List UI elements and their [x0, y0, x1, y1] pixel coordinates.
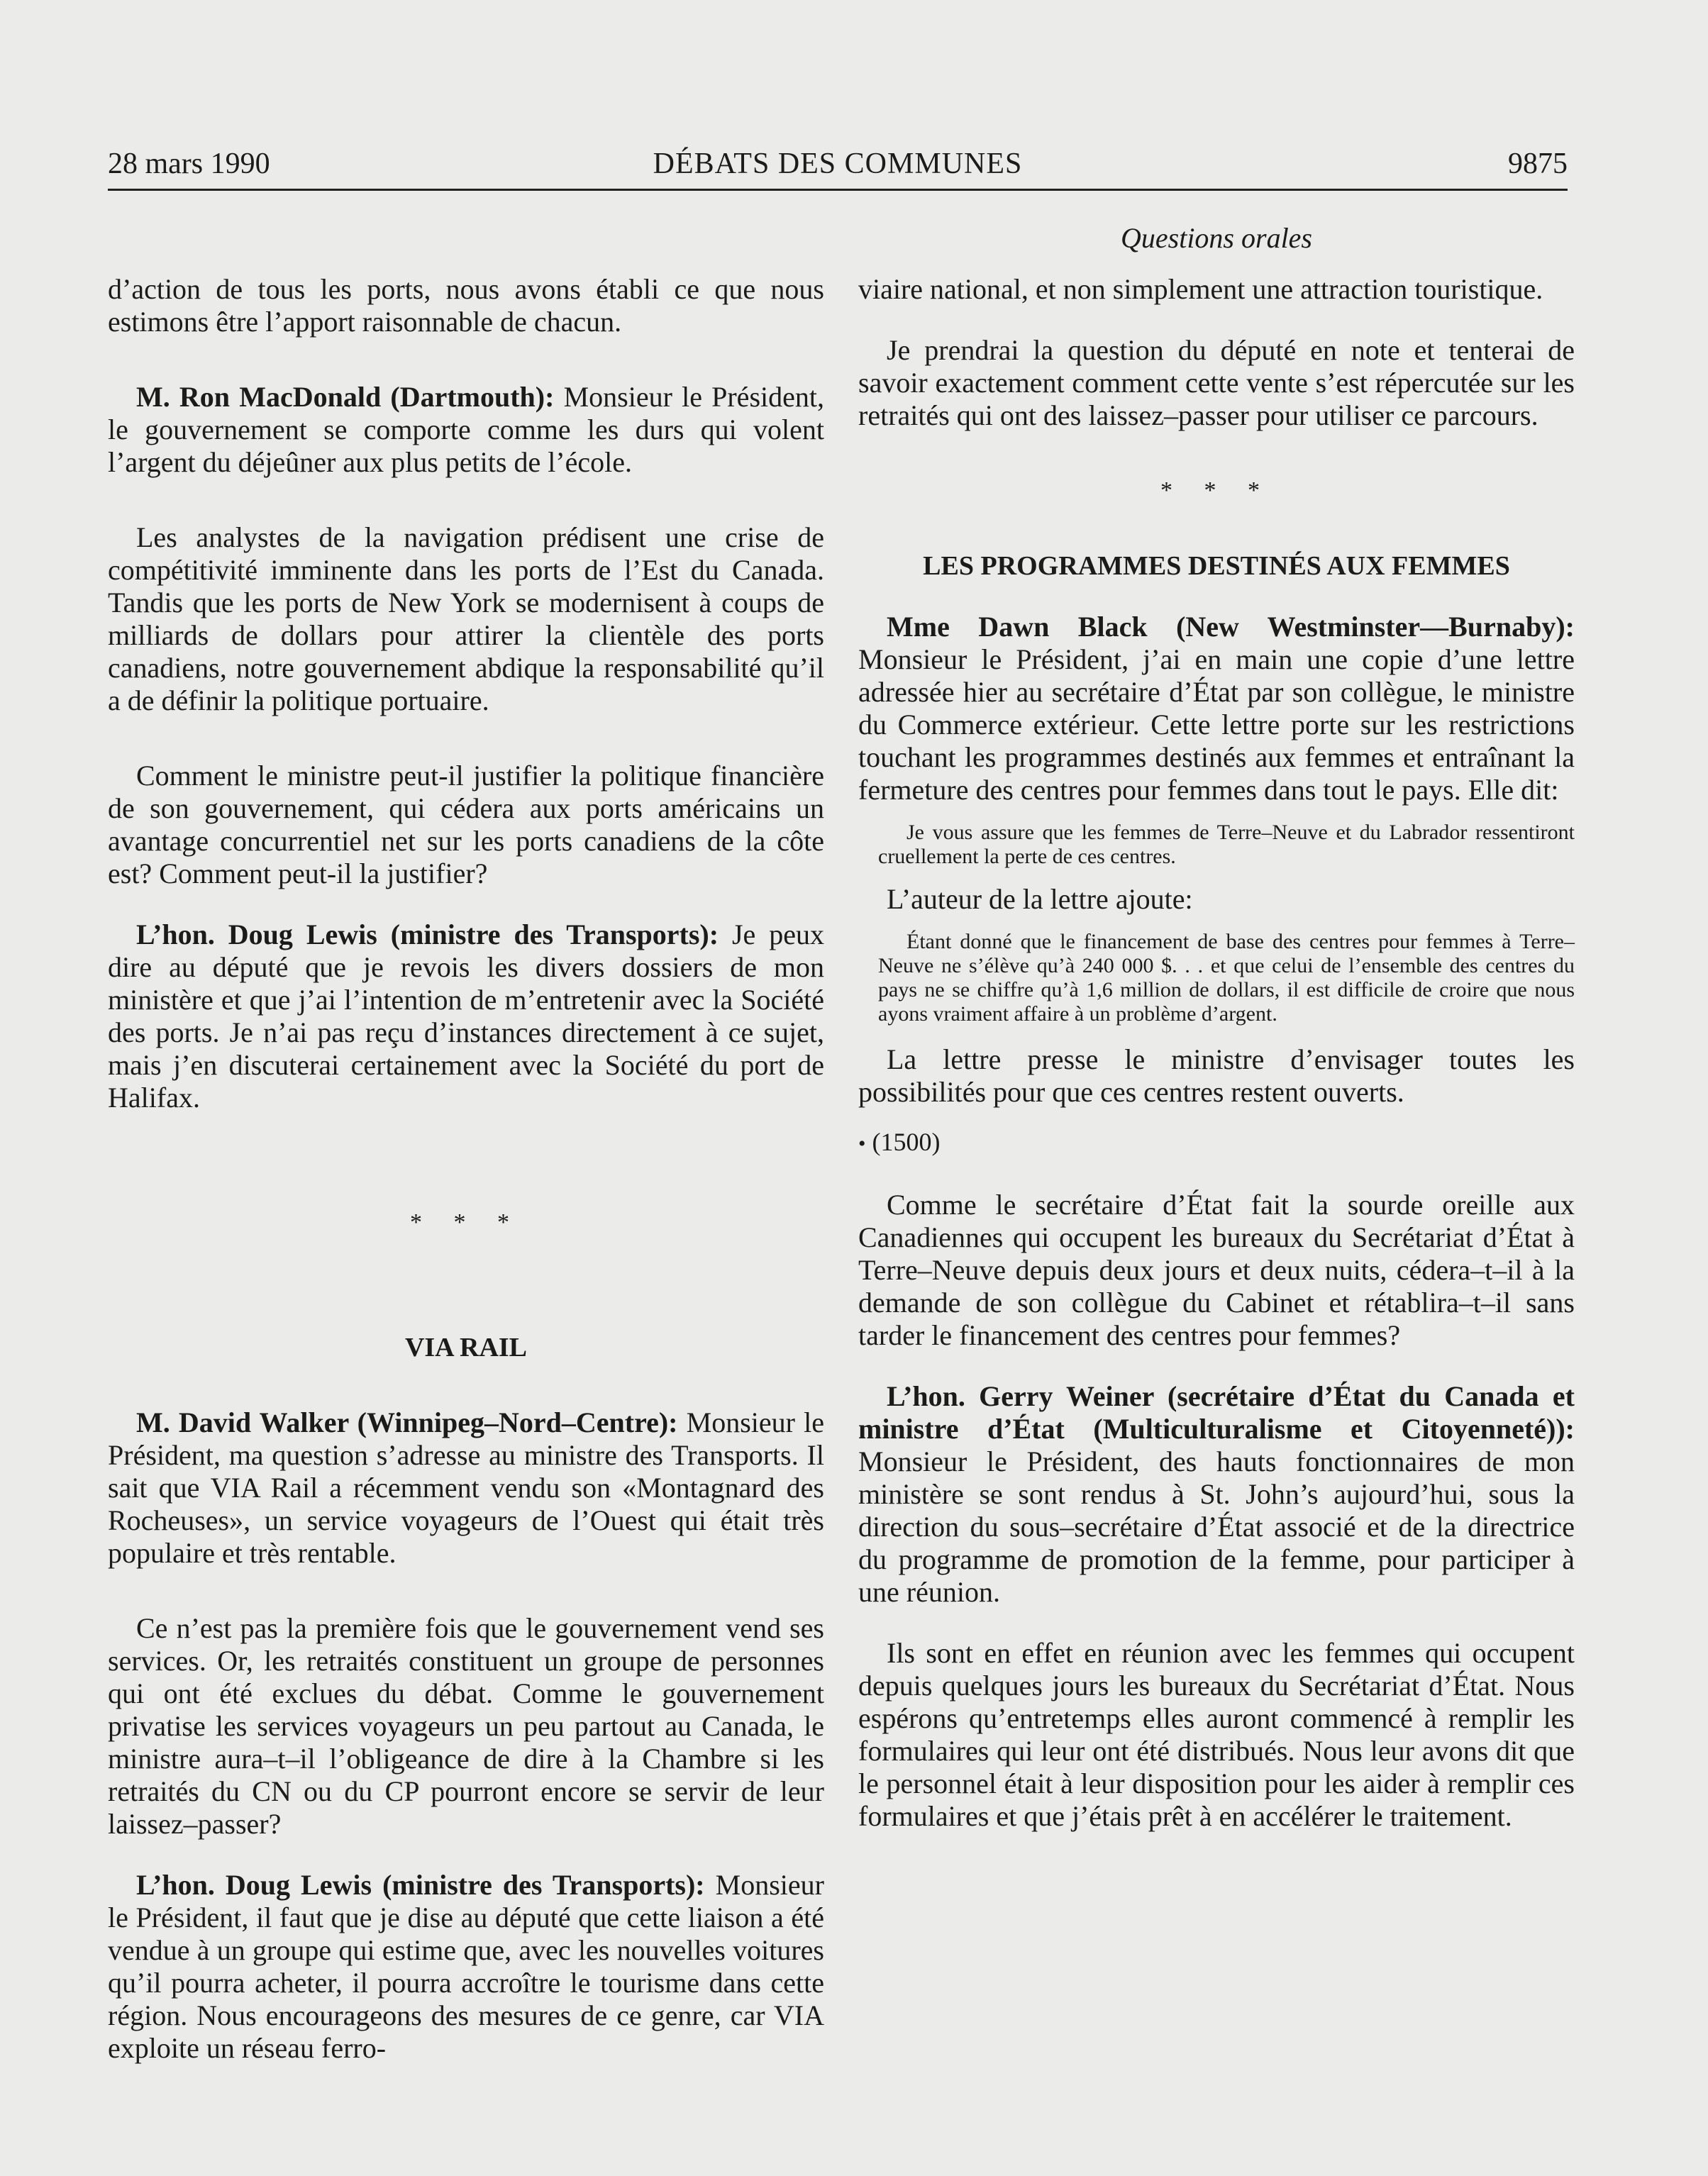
- section-label: Questions orales: [1121, 222, 1312, 254]
- bullet-icon: •: [858, 1132, 866, 1155]
- paragraph: d’action de tous les ports, nous avons établi ce que nous estimons être l’apport raisonnable de chacun.: [108, 273, 824, 338]
- paragraph: Ils sont en effet en réunion avec les femmes qui occupent depuis quelques jours les bureaux du Secrétariat d’État. Nous espérons qu’entretemps elles auront commencé à remplir les formulaires qui leur ont été distribués. Nous leur avons dit que le personnel était à leur disposition pour les aider à remplir ces formulaires et que j’étais prêt à en accélérer le traitement.: [858, 1637, 1575, 1832]
- section-heading: LES PROGRAMMES DESTINÉS AUX FEMMES: [923, 551, 1510, 581]
- section-separator: * * *: [1160, 477, 1272, 504]
- paragraph: viaire national, et non simplement une attraction touristique.: [858, 273, 1543, 305]
- left-column: [108, 273, 824, 2065]
- speaker-name: M. David Walker (Winnipeg–Nord–Centre):: [136, 1406, 678, 1438]
- speech-text: Monsieur le Président, il faut que je dise au député que cette liaison a été vendue à un groupe qui estime que, avec les nouvelles voitures qu’il pourra acheter, il pourra accroître le tourisme dans cette région. Nous encourageons des mesures de ce genre, car VIA exploite un réseau ferro-: [108, 1869, 824, 2064]
- block-quote: Étant donné que le financement de base des centres pour femmes à Terre–Neuve ne s’élève qu’à 240 000 $. . . et que celui de l’ensemble des centres du pays ne se chiffre qu’à 1,6 million de dollars, il est difficile de croire que nous ayons vraiment affaire à un problème d’argent.: [878, 930, 1575, 1026]
- header-date: 28 mars 1990: [108, 148, 270, 180]
- paragraph: Comme le secrétaire d’État fait la sourde oreille aux Canadiennes qui occupent les bureaux du Secrétariat d’État à Terre–Neuve depuis deux jours et deux nuits, cédera–t–il à la demande de son collègue du Cabinet et rétablira–t–il sans tarder le financement des centres pour femmes?: [858, 1189, 1575, 1351]
- speaker-name: L’hon. Doug Lewis (ministre des Transports):: [136, 1869, 705, 1901]
- paragraph: Je prendrai la question du député en note et tenterai de savoir exactement comment cette vente s’est répercutée sur les retraités qui ont des laissez–passer pour utiliser ce parcours.: [858, 334, 1575, 431]
- right-column: [858, 273, 1575, 1833]
- speech-paragraph: [108, 381, 824, 479]
- paragraph: La lettre presse le ministre d’envisager toutes les possibilités pour que ces centres restent ouverts.: [858, 1043, 1575, 1108]
- speech-text: Monsieur le Président, le gouvernement se comporte comme les durs qui volent l’argent du déjeûner aux plus petits de l’école.: [108, 381, 824, 478]
- paragraph: L’auteur de la lettre ajoute:: [887, 883, 1193, 915]
- timestamp: [858, 1126, 1575, 1160]
- speaker-name: M. Ron MacDonald (Dartmouth):: [136, 381, 555, 413]
- speech-paragraph: [858, 1380, 1575, 1609]
- speech-paragraph: [108, 1869, 824, 2065]
- speech-paragraph: [108, 1406, 824, 1570]
- paragraph: Ce n’est pas la première fois que le gouvernement vend ses services. Or, les retraités constituent un groupe de personnes qui ont été exclues du débat. Comme le gouvernement privatise les services voyageurs un peu partout au Canada, le ministre aura–t–il l’obligeance de dire à la Chambre si les retraités du CN ou du CP pourront encore se servir de leur laissez–passer?: [108, 1612, 824, 1840]
- page-header: [108, 142, 1568, 191]
- header-title: DÉBATS DES COMMUNES: [653, 148, 1023, 180]
- speech-text: Monsieur le Président, ma question s’adresse au ministre des Transports. Il sait que VIA Rail a récemment vendu son «Montagnard des Rocheuses», un service voyageurs de l’Ouest qui était très populaire et très rentable.: [108, 1406, 825, 1569]
- section-heading: VIA RAIL: [404, 1333, 528, 1362]
- speaker-name: L’hon. Doug Lewis (ministre des Transports):: [136, 918, 719, 950]
- speech-paragraph: [858, 611, 1575, 806]
- speech-text: Monsieur le Président, j’ai en main une copie d’une lettre adressée hier au secrétaire d’État par son collègue, le ministre du Commerce extérieur. Cette lettre porte sur les restrictions touchant les programmes destinés aux femmes et entraînant la fermeture des centres pour femmes dans tout le pays. Elle dit:: [858, 643, 1575, 806]
- paragraph: Les analystes de la navigation prédisent une crise de compétitivité imminente dans les ports de l’Est du Canada. Tandis que les ports de New York se modernisent à coups de milliards de dollars pour attirer la clientèle des ports canadiens, notre gouvernement abdique la responsabilité qu’il a de définir la politique portuaire.: [108, 521, 824, 716]
- section-separator: * * *: [410, 1209, 522, 1236]
- paragraph: Comment le ministre peut-il justifier la politique financière de son gouvernement, qui cédera aux ports américains un avantage concurrentiel net sur les ports canadiens de la côte est? Comment peut-il la justifier?: [108, 760, 824, 889]
- block-quote: Je vous assure que les femmes de Terre–Neuve et du Labrador ressentiront cruellement la perte de ces centres.: [878, 821, 1575, 868]
- speaker-name: Mme Dawn Black (New Westminster—Burnaby):: [887, 611, 1575, 643]
- speech-text: Monsieur le Président, des hauts fonctionnaires de mon ministère se sont rendus à St. John’s aujourd’hui, sous la direction du sous–secrétaire d’État associé et de la directrice du programme de promotion de la femme, pour participer à une réunion.: [858, 1445, 1575, 1608]
- speech-text: Je peux dire au député que je revois les divers dossiers de mon ministère et que j’ai l’intention de m’entretenir avec la Société des ports. Je n’ai pas reçu d’instances directement à ce sujet, mais j’en discuterai certainement avec la Société du port de Halifax.: [108, 918, 825, 1114]
- timestamp-text: (1500): [865, 1128, 941, 1156]
- speaker-name: L’hon. Gerry Weiner (secrétaire d’État du Canada et ministre d’État (Multiculturalisme et Citoyenneté)):: [858, 1380, 1575, 1445]
- speech-paragraph: [108, 918, 824, 1114]
- header-page-number: 9875: [1508, 148, 1568, 180]
